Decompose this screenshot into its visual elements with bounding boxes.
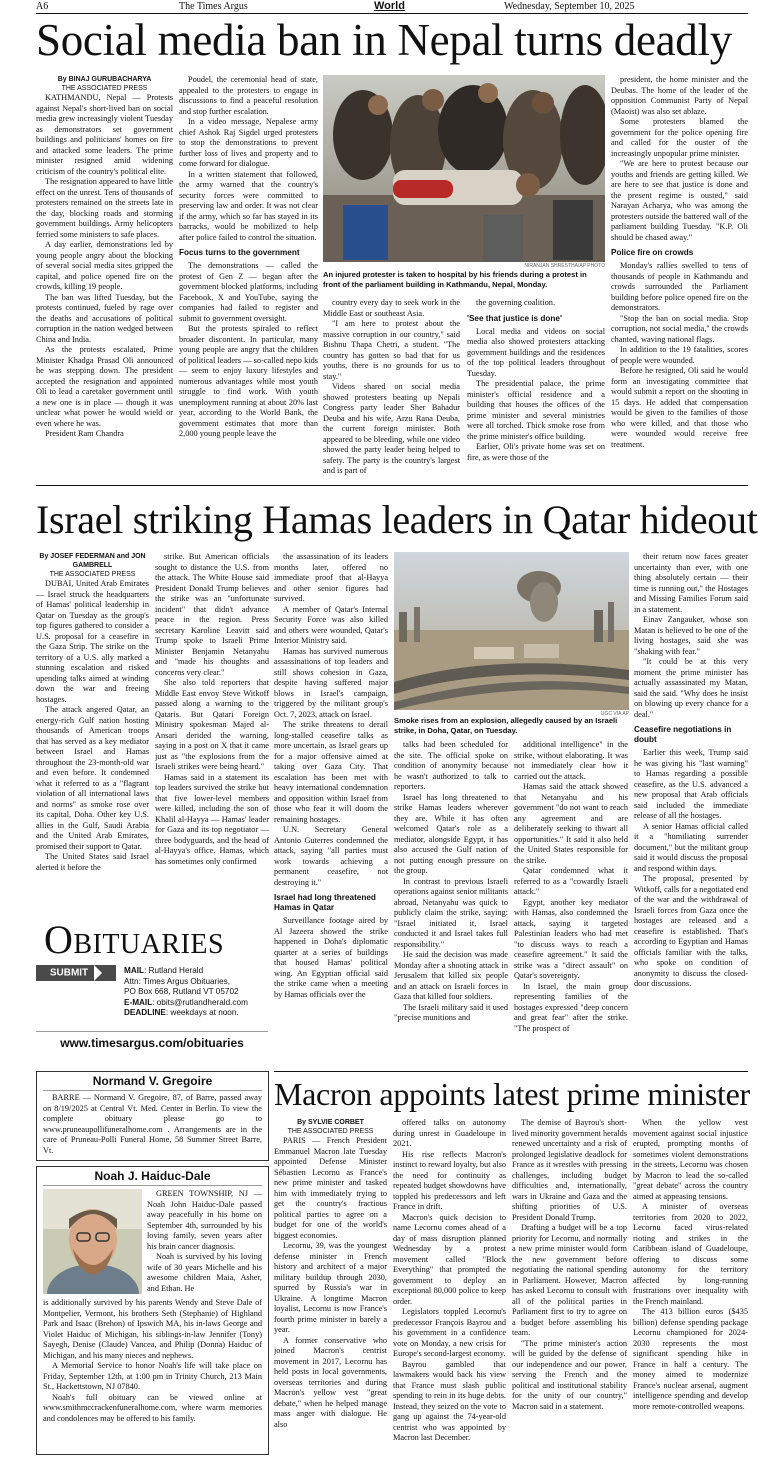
macron-column-2: offered talks on autonomy during unrest in Guadeloupe in 2021. His rise reflects Macron's instinct to reward loyalty, but also the need for continuity as repeated budget showdowns have toppled his predecessors and left France in drift. Macron's quick decision to name Lecornu comes ahead of a day of mass disruption planned Wednesday by a protest movement called "Block Everything" that prompted the government to deploy an exceptional 80,000 police to keep order. Legislators toppled Lecornu's predecessor François Bayrou and his government in a confidence vote on Monday, a new crisis for Europe's second-largest economy. Bayrou gambled that lawmakers would back his view that France must slash public spending to rein in its huge debts. Instead, they seized on the vote to gang up against the 74-year-old centrist who was appointed by Macron last December. <box>393 1118 506 1442</box>
obit-rule <box>43 1185 262 1186</box>
section-label: World <box>374 0 405 12</box>
nepal-subhead-3: Police fire on crowds <box>611 248 694 257</box>
israel-photo-credit: UGC VIA AP <box>600 711 629 717</box>
macron-column-3: The demise of Bayrou's short-lived minority government heralds renewed uncertainty and a risk of prolonged legislative deadlock for France as it wrestles with pressing challenges, including budget difficulties and, internationally, wars in Ukraine and Gaza and the shifting priorities of U.S. President Donald Trump. Drafting a budget will be a top priority for Lecornu, and normally a new prime minister would form the new government before negotiating the national spending in Parliament. However, Macron has asked Lecornu to consult with all of the political parties in Parliament first to try to agree on a budget before assembling his team. "The prime minister's action will be guided by the defense of our independence and our power, serving the French and the political and institutional stability for the unity of our country," Macron said in a statement. <box>512 1118 627 1411</box>
israel-photo <box>394 552 629 710</box>
nepal-subhead-1: Focus turns to the government <box>179 248 300 257</box>
macron-headline: Macron appoints latest prime minister <box>274 1076 750 1112</box>
israel-column-3: the assassination of its leaders months later, offered no immediate proof that al-Hayya and other senior figures had survived. A member of Qatar's Internal Security Force was also killed and others were wounded, Qatar's Interior Ministry said. Hamas has survived numerous assassinations of top leaders and still shows cohesion in Gaza, despite having suffered major blows in Israel's campaign, triggered by the militant group's Oct. 7, 2023, attack on Israel. The strike threatens to derail long-stalled ceasefire talks as more uncertain, as Israel gears up for a major offensive aimed at taking over Gaza City. That escalation has been met with heavy international condemnation and opposition within Israel from those who fear it will doom the remaining hostages. U.N. Secretary General Antonio Guterres condemned the attack, saying "all parties must work towards achieving a permanent ceasefire, not destroying it." Israel had long threatened Hamas in Qatar Surveillance footage aired by Al Jazeera showed the strike happened in Doha's diplomatic quarter at a series of buildings that housed Hamas' political wing. An Egyptian official said the strike came when a meeting by Hamas officials over the <box>274 552 388 999</box>
obit-name: Normand V. Gregoire <box>92 1074 213 1088</box>
arrow-right-icon <box>94 965 102 981</box>
paper-name: The Times Argus <box>179 1 248 12</box>
page-number: A6 <box>36 1 49 12</box>
israel-subhead-2: Ceasefire negotiations in doubt <box>634 725 732 744</box>
obit-text: BARRE — Normand V. Gregoire, 87, of Barre, passed away on 8/19/2025 at Central Vt. Med. Center in Berlin. To view the complete obituary please go to www.pruneaupollifuneralhome.com . Arrangements are in the care of Pruneau-Polli Funeral Home, 58 Summer Street Barre, Vt. <box>43 1093 262 1155</box>
israel-photo-image <box>394 552 629 710</box>
section-divider-1 <box>36 485 748 486</box>
macron-byline: By SYLVIE CORBET <box>297 1119 364 1126</box>
israel-column-6: their return now faces greater uncertainty than ever, with one thing absolutely certain — their time is running out," the Hostages and Missing Families Forum said in a statement. Einav Zangauker, whose son Matan is believed to be one of the living hostages, said she was "shaking with fear." "It could be at this very moment the prime minister has actually assassinated my Matan, said the said. "Why does he insist on blowing up every chance for a deal." Ceasefire negotiations in doubt Earlier this week, Trump said he was giving his "last warning" to Hamas regarding a possible ceasefire, as the U.S. advanced a new proposal that Arab officials said included the immediate release of all the hostages. A senior Hamas official called it a "humiliating surrender document," but the militant group said it would discuss the proposal and respond within days. The proposal, presented by Witkoff, calls for a negotiated end of the war and the withdrawal of Israeli forces from Gaza once the hostages are released and a ceasefire is established. That's according to Egyptian and Hamas officials familiar with the talks, who spoke on condition of anonymity to discuss the closed-door discussions. <box>634 552 748 988</box>
obituaries-box <box>36 915 268 1062</box>
israel-column-4: talks had been scheduled for the site. The official spoke on condition of anonymity because he wasn't authorized to talk to reporters. Israel has long threatened to strike Hamas leaders wherever they are. While it has often welcomed Qatar's role as a mediator, alongside Egypt, it has also accused the Gulf nation of not putting enough pressure on the group. In contrast to previous Israeli operations against senior militants abroad, Netanyahu was quick to publicly claim the strike, saying: "Israel initiated it, Israel conducted it and Israel takes full responsibility." He said the decision was made Monday after a shooting attack in Jerusalem that killed six people and an attack on Israeli forces in Gaza that killed four soldiers. The Israeli military said it used "precise munitions and <box>394 740 508 1022</box>
nepal-column-3: country every day to seek work in the Middle East or southeast Asia. "I am here to protest about the massive corruption in our country," said Bishnu Thapa Chetri, a student. "The country has gotten so bad that for us youths, there is no grounds for us to stay." Videos shared on social media showed protesters beating up Nepali Congress party leader Sher Bahadur Deuba and his wife, Arzu Rana Deuba, the current foreign minister. Both appeared to be bleeding, while one video showed the party leader being helped to safety. The party is the country's largest and is part of <box>323 298 460 475</box>
obits-rule <box>36 1031 268 1032</box>
israel-subhead-1: Israel had long threatened Hamas in Qatar <box>274 893 376 912</box>
macron-org: THE ASSOCIATED PRESS <box>287 1128 374 1135</box>
submit-banner: SUBMIT <box>36 965 116 981</box>
nepal-byline: By BINAJ GURUBACHARYA <box>57 76 152 83</box>
issue-date: Wednesday, September 10, 2025 <box>504 1 635 12</box>
macron-column-1: By SYLVIE CORBET THE ASSOCIATED PRESS PARIS — French President Emmanuel Macron late Tuesday appointed Defense Minister Sébastien Lecornu as France's new prime minister and tasked him with immediately trying to get the country's fractious political parties to agree on a budget for one of the world's biggest economies. Lecornu, 39, was the youngest defense minister in French history and architect of a major military buildup through 2030, spurred by Russia's war in Ukraine. A longtime Macron loyalist, Lecornu is now France's fourth prime minister in barely a year. A former conservative who joined Macron's centrist movement in 2017, Lecornu has held posts in local governments, overseas territories and during Macron's yellow vest "great debate," when he helped manage mass anger with dialogue. He also <box>274 1119 387 1429</box>
israel-byline: By JOSEF FEDERMAN and JON GAMBRELL <box>39 553 146 569</box>
obit-noah-haiduc-dale <box>36 1166 269 1455</box>
obit-rule <box>43 1090 262 1091</box>
nepal-column-4: the governing coalition. 'See that justice is done' Local media and videos on social media also showed protesters attacking government buildings and the residences of the top political leaders throughout Tuesday. The presidential palace, the prime minister's official residence and a building that houses the offices of the prime minister and several ministries were all torched. Thick smoke rose from the prime minister's office building. Earlier, Oli's private home was set on fire, as were those of the <box>467 298 605 462</box>
obituaries-title: Obituaries <box>44 917 225 962</box>
israel-column-2: strike. But American officials sought to distance the U.S. from the attack. The White House said President Donald Trump believes the strike was an "unfortunate incident" that didn't advance peace in the region. Press secretary Karoline Leavitt said Trump spoke to Israeli Prime Minister Benjamin Netanyahu and "made his thoughts and concerns very clear." She also told reporters that Middle East envoy Steve Witkoff passed along a warning to the Qataris. But Qatari Foreign Ministry spokesman Majed al-Ansari derided the warning, saying in a post on X that it came just as "the explosions from the Israeli strikes were being heard." Hamas said in a statement its top leaders survived the strike but that five lower-level members were killed, including the son of Khalil al-Hayya — Hamas' leader for Gaza and its top negotiator — three bodyguards, and the head of al-Hayya's office. Hamas, which has sometimes only confirmed <box>155 552 269 866</box>
nepal-photo-image <box>323 75 605 262</box>
israel-column-5: additional intelligence" in the strike, without elaborating. It was not immediately clear how it carried out the attack. Hamas said the attack showed that Netanyahu and his government "do not want to reach any agreement and are deliberately seeking to thwart all opportunities." It said it also held the United States responsible for the strike. Qatar condemned what it referred to as a "cowardly Israeli attack." Egypt, another key mediator with Hamas, also condemned the attack, saying it targeted Palestinian leaders who had met "to discuss ways to reach a ceasefire agreement." It said the strike was a "direct assault" on Qatar's sovereignty. In Israel, the main group representing families of the hostages expressed "deep concern and great fear" after the strike. "The prospect of <box>514 740 628 1033</box>
nepal-headline: Social media ban in Nepal turns deadly <box>36 15 732 65</box>
obituaries-url-link[interactable]: www.timesargus.com/obituaries <box>60 1036 244 1050</box>
obit-normand-gregoire <box>36 1071 269 1161</box>
obit-portrait <box>43 1189 142 1294</box>
portrait-image <box>43 1189 142 1294</box>
nepal-column-5: president, the home minister and the Deubas. The home of the leader of the opposition Communist Party of Nepal (Maoist) was also set ablaze. Some protesters blamed the government for the police opening fire and called for the ouster of the increasingly unpopular prime minister. "We are here to protest because our youths and friends are getting killed. We are here to see that justice is done and the present regime is ousted," said Narayan Acharya, who was among the protesters outside the battered wall of the parliament building Tuesday. "K.P. Oli should be chased away." Police fire on crowds Monday's rallies swelled to tens of thousands of people in Kathmandu and crowds surrounded the Parliament building before police opened fire on the demonstrators. "Stop the ban on social media. Stop corruption, not social media," the crowds chanted, waving national flags. In addition to the 19 fatalities, scores of people were wounded. Before he resigned, Oli said he would form an investigating committee that would submit a report on the shooting in 15 days. He added that compensation would be given to the families of those who were killed, and that those who were wounded would receive free treatment. <box>611 75 748 449</box>
nepal-column-1: By BINAJ GURUBACHARYA THE ASSOCIATED PRESS KATHMANDU, Nepal — Protests against Nepal's short-lived ban on social media grew increasingly violent Tuesday as demonstrators set government buildings and politicians' homes on fire and attacked some leaders. The prime minister resigned amid widening criticism of the country's political elite. The resignation appeared to have little effect on the unrest. Tens of thousands of protesters remained on the streets late in the day, blocking roads and storming government buildings. Army helicopters ferried some ministers to safe places. A day earlier, demonstrations led by young people angry about the blocking of several social media sites gripped the capital, and police opened fire on the crowds, killing 19 people. The ban was lifted Tuesday, but the protests continued, fueled by rage over the deaths and accusations of political corruption in the nation wedged between China and India. As the protests escalated, Prime Minister Khadga Prasad Oli announced he was stepping down. The president accepted the resignation and appointed Oli to lead a caretaker government until a new one is in place — though it was unclear what power he would wield or even where he was. President Ram Chandra <box>36 76 173 438</box>
nepal-photo-credit: NIRANJAN SHRESTHA/AP PHOTO <box>524 263 605 269</box>
israel-caption: Smoke rises from an explosion, allegedly caused by an Israeli strike, in Doha, Qatar, on Tuesday. <box>394 716 618 735</box>
obit-text-bottom: is additionally survived by his parents Wendy and Steve Dale of Montpelier, Vermont, his brothers Seth (Stephanie) of Highland Park and Isaac (Brehon) of Ipswich MA, his in-laws George and Violet Haiduc of Michigan, his siblings-in-law Jennifer (Tony) Sayegh, Denise (Claude) Vancea, and Philip (Donna) Haiduc of Michigan, and his many nieces and nephews. A Memorial Service to honor Noah's life will take place on Friday, September 12th, at 1:00 pm in Trinity Church, 213 Main St., Hackettstown, NJ 07840. Noah's full obituary can be viewed online at www.smithmccrackenfuneralhome.com, where warm memories and condolences may be offered to his family. <box>43 1298 262 1423</box>
obit-name: Noah J. Haiduc-Dale <box>94 1169 211 1183</box>
nepal-photo <box>323 75 605 262</box>
obit-text-top: GREEN TOWNSHIP, NJ — Noah John Haiduc-Dale passed away peacefully in his home on September 4th, surrounded by his loving family, seven years after his brain cancer diagnosis. Noah is survived by his loving wife of 30 years Michelle and his awesome children Maia, Asher, and Ethan. He <box>147 1189 262 1293</box>
israel-org: THE ASSOCIATED PRESS <box>49 571 136 578</box>
submission-info: MAIL: Rutland Herald Attn: Times Argus Obituaries, PO Box 668, Rutland VT 05702 E-MAIL: obits@rutlandherald.com DEADLINE: weekdays at noon. <box>124 966 248 1017</box>
macron-column-4: When the yellow vest movement against social injustice erupted, prompting months of sometimes violent demonstrations in the streets, Lecornu was chosen by Macron to lead the so-called "great debate" across the country aimed at appeasing tensions. A minister of overseas territories from 2020 to 2022, Lecornu faced virus-related rioting and strikes in the Caribbean island of Guadeloupe, offering to discuss some autonomy for the territory affected by long-running frustrations over inequality with the French mainland. The 413 billion euros ($435 billion) defense spending package Lecornu championed for 2024-2030 represents the most significant spending hike in France in half a century. The money aimed to modernize France's nuclear arsenal, augment intelligence spending and develop more remote-controlled weapons. <box>633 1118 748 1411</box>
nepal-caption: An injured protester is taken to hospital by his friends during a protest in front of the parliament building in Kathmandu, Nepal, Monday. <box>323 270 587 289</box>
nepal-org: THE ASSOCIATED PRESS <box>61 85 148 92</box>
israel-column-1: By JOSEF FEDERMAN and JON GAMBRELL THE ASSOCIATED PRESS DUBAI, United Arab Emirates — Israel struck the headquarters of Hamas' political leadership in Qatar on Tuesday as the group's top figures gathered to consider a U.S. proposal for a ceasefire in the Gaza Strip. The strike on the territory of a U.S. ally marked a stunning escalation and risked upending talks aimed at winding down the war and freeing hostages. The attack angered Qatar, an energy-rich Gulf nation hosting thousands of American troops that has served as a key mediator between Israel and Hamas throughout the 23-month-old war and even before. It condemned what it referred to as a "flagrant violation of all international laws and norms" as smoke rose over its capital, Doha. Other key U.S. allies in the Gulf, Saudi Arabia and the United Arab Emirates, promised their support to Qatar. The United States said Israel alerted it before the <box>36 553 149 872</box>
nepal-column-2: Poudel, the ceremonial head of state, appealed to the protesters to engage in discussions to find a peaceful resolution and stop further escalation. In a video message, Nepalese army chief Ashok Raj Sigdel urged protesters to stop the demonstrations to prevent further loss of lives and property and to come forward for dialogue. In a written statement that followed, the army warned that the country's security forces were committed to preserving law and order. It was not clear if the army, which so far has stayed in its barracks, would be mobilized to help after police failed to control the situation. Focus turns to the government The demonstrations — called the protest of Gen Z — began after the government blocked platforms, including Facebook, X and YouTube, saying the companies had failed to register and submit to government oversight. But the protests spiraled to reflect broader discontent. In particular, many young people are angry that the children of political leaders — so-called nepo kids — seem to enjoy luxury lifestyles and numerous advantages while most youth struggle to find work. With youth unemployment running at about 20% last year, according to the World Bank, the government estimates that more than 2,000 young people leave the <box>179 75 318 438</box>
israel-headline: Israel striking Hamas leaders in Qatar hideout <box>36 497 758 542</box>
nepal-subhead-2: 'See that justice is done' <box>467 313 562 323</box>
